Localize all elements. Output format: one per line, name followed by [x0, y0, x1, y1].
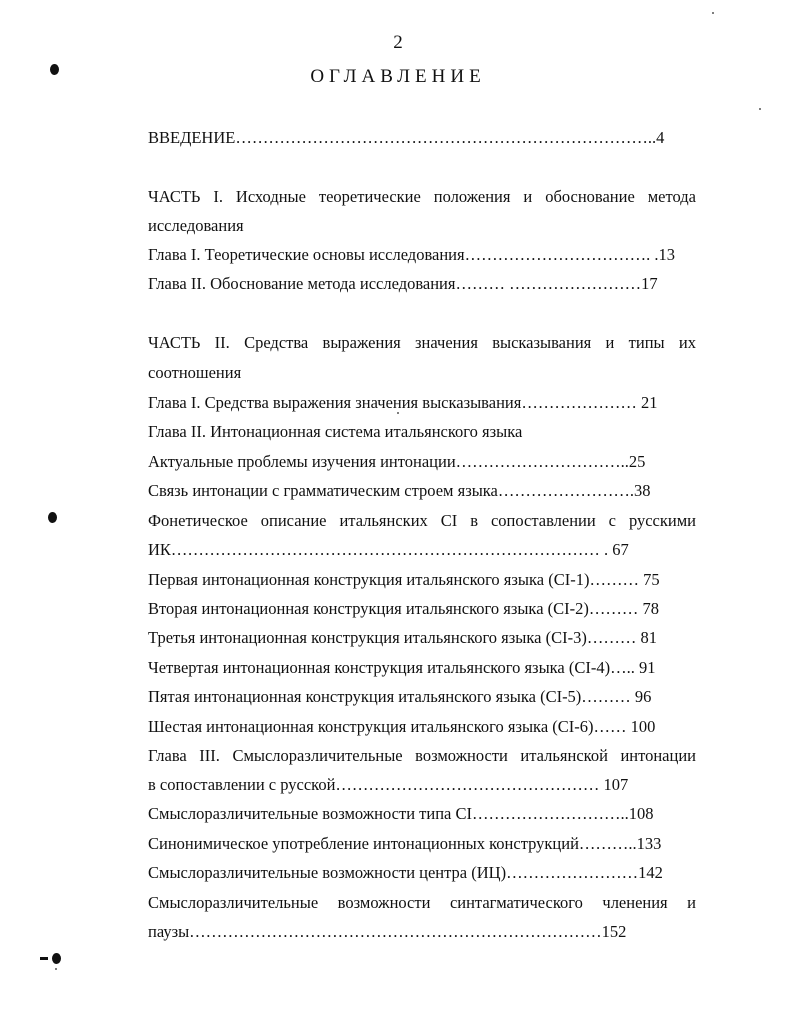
page-title: ОГЛАВЛЕНИЕ: [310, 66, 486, 87]
toc-entry: Глава II. Обоснование метода исследования……… ……………………17: [148, 274, 658, 293]
scan-speck: [712, 12, 714, 14]
scan-speck: [759, 108, 761, 110]
toc-part-2-heading: ЧАСТЬ II. Средства выражения значения высказывания и типы их: [148, 333, 696, 352]
scan-mark: [40, 957, 48, 960]
toc-entry-introduction: ВВЕДЕНИЕ…………………………………………………………………..4: [148, 128, 665, 147]
toc-entry-cont: в сопоставлении с русской………………………………………… 107: [148, 775, 629, 794]
toc-entry: Четвертая интонационная конструкция итальянского языка (CI-4)….. 91: [148, 658, 656, 677]
toc-entry-cont: ИК…………………………………………………………………… . 67: [148, 540, 629, 559]
binding-hole-mark: [48, 512, 57, 523]
toc-entry: Смыслоразличительные возможности центра (ИЦ)……………………142: [148, 863, 663, 882]
toc-entry: Третья интонационная конструкция итальянского языка (CI-3)……… 81: [148, 628, 657, 647]
toc-part-2-heading-cont: соотношения: [148, 363, 242, 382]
toc-entry: Вторая интонационная конструкция итальянского языка (CI-2)……… 78: [148, 599, 660, 618]
binding-hole-mark: [52, 953, 61, 964]
toc-entry: Смыслоразличительные возможности типа CI………………………..108: [148, 804, 654, 823]
page-number: 2: [393, 32, 403, 53]
toc-entry: Первая интонационная конструкция итальянского языка (CI-1)……… 75: [148, 570, 660, 589]
toc-entry: Глава I. Средства выражения значения высказывания………………… 21: [148, 393, 658, 412]
scan-speck: [397, 412, 399, 414]
toc-entry: Глава II. Интонационная система итальянского языка: [148, 422, 523, 441]
toc-entry: Фонетическое описание итальянских CI в сопоставлении с русскими: [148, 511, 696, 530]
toc-entry: Смыслоразличительные возможности синтагматического членения и: [148, 893, 696, 912]
toc-entry: Глава III. Смыслоразличительные возможности итальянской интонации: [148, 746, 696, 765]
toc-part-1-heading-cont: исследования: [148, 216, 244, 235]
toc-entry-cont: паузы…………………………………………………………………152: [148, 922, 627, 941]
toc-part-1-heading: ЧАСТЬ I. Исходные теоретические положения и обоснование метода: [148, 187, 696, 206]
binding-hole-mark: [50, 64, 59, 75]
scan-speck: [55, 968, 57, 970]
toc-entry: Пятая интонационная конструкция итальянского языка (CI-5)……… 96: [148, 687, 652, 706]
toc-entry: Глава I. Теоретические основы исследования……………………………. .13: [148, 245, 675, 264]
toc-entry: Шестая интонационная конструкция итальянского языка (CI-6)…… 100: [148, 717, 656, 736]
toc-entry: Связь интонации с грамматическим строем языка…………………….38: [148, 481, 651, 500]
toc-entry: Синонимическое употребление интонационных конструкций………..133: [148, 834, 662, 853]
toc-entry: Актуальные проблемы изучения интонации…………………………..25: [148, 452, 646, 471]
